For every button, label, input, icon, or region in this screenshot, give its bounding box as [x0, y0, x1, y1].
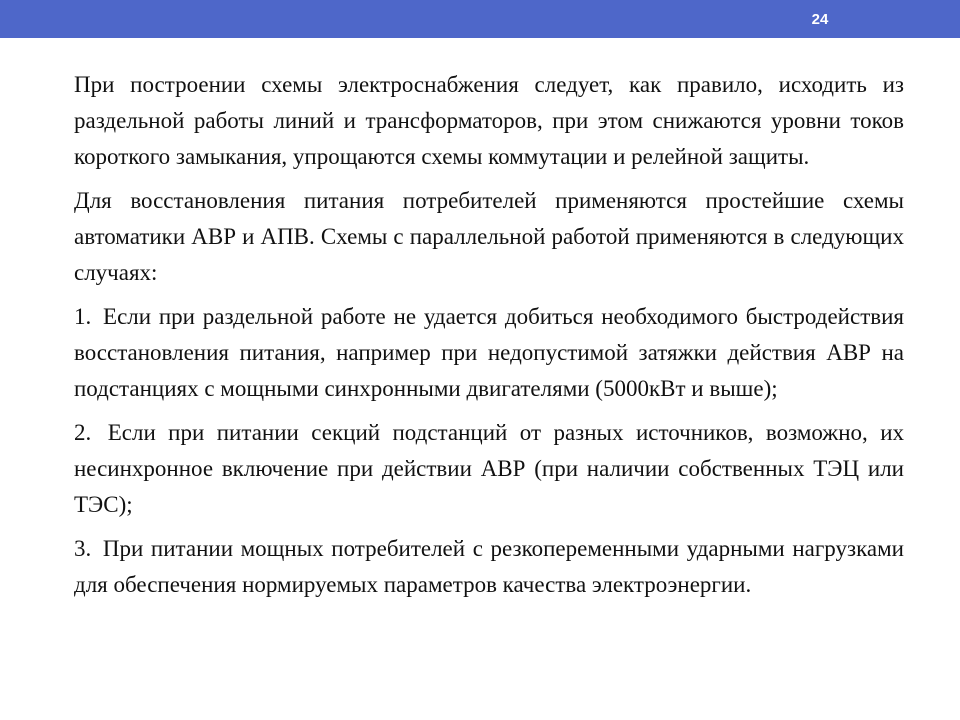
list-item-number: 2.: [74, 420, 92, 445]
list-item-number: 3.: [74, 536, 92, 561]
paragraph-restoration: Для восстановления питания потребителей применяются простейшие схемы автоматики АВР и АПВ. Схемы с параллельной работой применяются в следующих случаях:: [74, 188, 904, 285]
list-item: [74, 415, 904, 523]
list-item: [74, 299, 904, 407]
header-bar: [0, 0, 960, 38]
list-item-text: При питании мощных потребителей с резкопеременными ударными нагрузками для обеспечения нормируемых параметров качества электроэнергии.: [74, 536, 904, 597]
list-item-text: Если при раздельной работе не удается добиться необходимого быстродействия восстановления питания, например при недопустимой затяжки действия АВР на подстанциях с мощными синхронными двигателями (5000кВт и выше);: [74, 304, 904, 401]
slide-number: 24: [811, 11, 829, 28]
list-item-number: 1.: [74, 304, 92, 329]
list-item-text: Если при питании секций подстанций от разных источников, возможно, их несинхронное включение при действии АВР (при наличии собственных ТЭЦ или ТЭС);: [74, 420, 905, 517]
slide-body: [74, 67, 904, 611]
paragraph-intro: При построении схемы электроснабжения следует, как правило, исходить из раздельной работы линий и трансформаторов, при этом снижаются уровни токов короткого замыкания, упрощаются схемы коммутации и релейной защиты.: [74, 72, 904, 169]
list-item: [74, 531, 904, 603]
